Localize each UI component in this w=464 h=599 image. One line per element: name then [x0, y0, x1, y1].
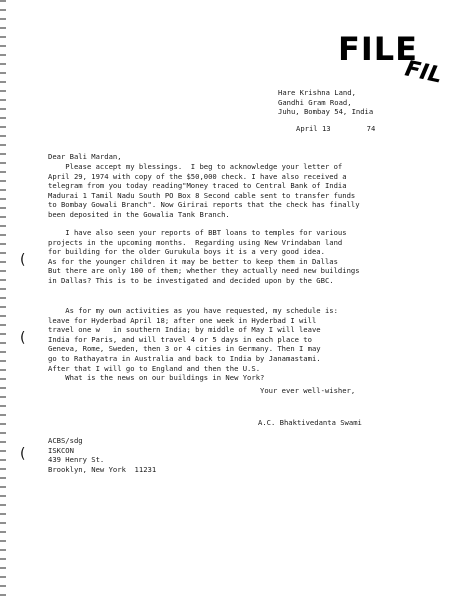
text-line: leave for Hyderbad April 18; after one week in Hyderbad I will — [48, 315, 317, 325]
recipient-address — [278, 88, 373, 117]
text-line: in Dallas? This is to be investigated and decided upon by the GBC. — [48, 275, 334, 285]
signature-name: A.C. Bhaktivedanta Swami — [258, 418, 362, 427]
salutation: Dear Bali Mardan, — [48, 152, 122, 161]
margin-bracket-mark: ( — [20, 330, 26, 346]
date-year: 74 — [366, 124, 376, 133]
text-line: Please accept my blessings. I beg to acknowledge your letter of — [48, 162, 343, 171]
text-line: Madurai 1 Tamil Nadu South PO Box 8 Second cable sent to transfer funds — [48, 190, 356, 200]
paragraph-2 — [48, 228, 360, 286]
sender-block — [48, 436, 156, 474]
address-line: Hare Krishna Land, — [278, 88, 356, 97]
margin-bracket-mark: ( — [20, 446, 26, 462]
text-line: projects in the upcoming months. Regarding using New Vrindaban land — [48, 237, 343, 247]
sender-line: ACBS/sdg — [48, 436, 83, 445]
paragraph-1 — [48, 162, 360, 220]
closing: Your ever well-wisher, — [260, 386, 356, 395]
text-line: As for my own activities as you have requested, my schedule is: — [48, 306, 338, 315]
text-line: to Bombay Gowali Branch". Now Girirai reports that the check has finally — [48, 200, 360, 210]
sender-line: 439 Henry St. — [48, 455, 105, 465]
text-line: What is the news on our buildings in New York? — [48, 373, 265, 383]
text-line: April 29, 1974 with copy of the $50,000 check. I have also received a — [48, 171, 347, 181]
text-line: Geneva, Rome, Sweden, then 3 or 4 cities in Germany. Then I may — [48, 344, 321, 354]
sender-line: Brooklyn, New York 11231 — [48, 464, 157, 474]
sender-line: ISKCON — [48, 445, 74, 455]
text-line: As for the younger children it may be better to keep them in Dallas — [48, 256, 338, 266]
file-stamp: FILE — [338, 30, 419, 68]
file-stamp-secondary: FIL — [402, 56, 445, 89]
text-line: go to Rathayatra in Australia and back to India by Janamastami. — [48, 353, 321, 363]
margin-bracket-mark: ( — [20, 252, 26, 268]
date-day: April 13 — [296, 124, 331, 133]
scan-edge-marks — [0, 0, 6, 599]
text-line: been deposited in the Gowalia Tank Branch. — [48, 209, 230, 219]
text-line: After that I will go to England and then the U.S. — [48, 363, 261, 373]
text-line: travel one w in southern India; by middle of May I will leave — [48, 325, 321, 335]
text-line: But there are only 100 of them; whether they actually need new buildings — [48, 266, 360, 276]
address-line: Gandhi Gram Road, — [278, 97, 352, 107]
text-line: India for Paris, and will travel 4 or 5 days in each place to — [48, 334, 312, 344]
address-line: Juhu, Bombay 54, India — [278, 107, 374, 117]
letter-date — [296, 124, 375, 134]
text-line: for building for the older Gurukula boys it is a very good idea. — [48, 247, 325, 257]
text-line: telegram from you today reading"Money traced to Central Bank of India — [48, 181, 347, 191]
text-line: I have also seen your reports of BBT loans to temples for various — [48, 228, 347, 237]
paragraph-3 — [48, 306, 338, 383]
